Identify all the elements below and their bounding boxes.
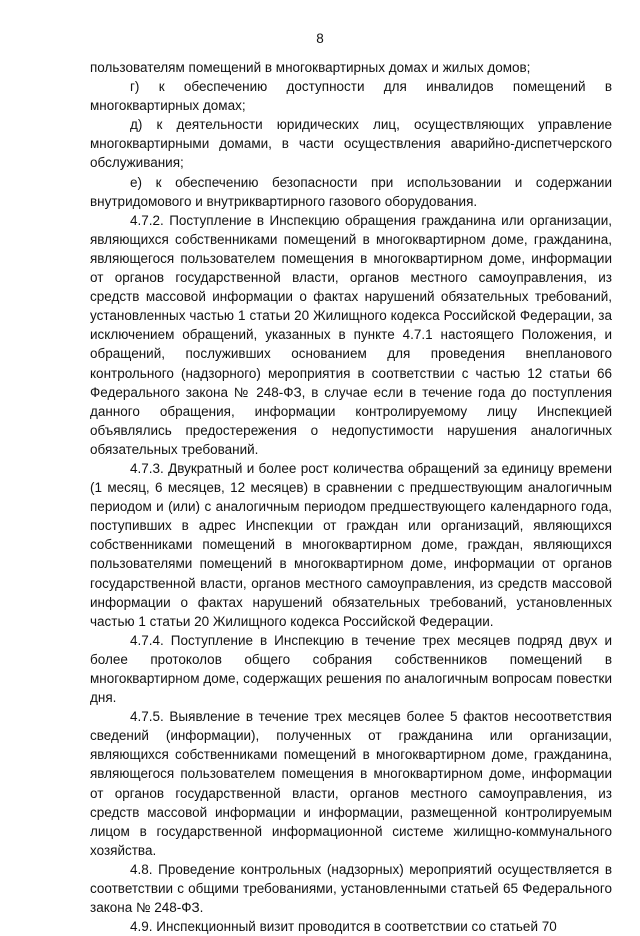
- paragraph-4-7-4: 4.7.4. Поступление в Инспекцию в течение трех месяцев подряд двух и более протоколов общего собрания собственников помещений в многоквартирном доме, содержащих решения по аналогичным вопросам повестки дня.: [90, 632, 612, 706]
- paragraph-continuation: пользователям помещений в многоквартирных домах и жилых домов;: [90, 60, 531, 75]
- paragraph-item-e: е) к обеспечению безопасности при использовании и содержании внутридомового и внутриквартирного газового оборудования.: [90, 174, 612, 209]
- paragraph-4-9: 4.9. Инспекционный визит проводится в соответствии со статьей 70: [130, 919, 557, 935]
- page-number: 8: [316, 31, 324, 46]
- document-body: [90, 58, 612, 936]
- paragraph-4-8: 4.8. Проведение контрольных (надзорных) мероприятий осуществляется в соответствии с общими требованиями, установленными статьей 65 Федерального закона № 248-ФЗ.: [90, 861, 612, 916]
- paragraph-item-d: д) к деятельности юридических лиц, осуществляющих управление многоквартирными домами, в части осуществления аварийно-диспетчерского обслуживания;: [90, 117, 612, 171]
- paragraph-item-g: г) к обеспечению доступности для инвалидов помещений в многоквартирных домах;: [90, 79, 612, 114]
- paragraph-4-7-3: 4.7.3. Двукратный и более рост количества обращений за единицу времени (1 месяц, 6 месяцев, 12 месяцев) в сравнении с предшествующим аналогичным периодом и (или) с аналогичным периодом предшествующего календарного года, поступивших в адрес Инспекции от граждан или организаций, являющихся собственниками помещений в многоквартирном доме, граждан, являющихся пользователями помещений в многоквартирном доме, информации от органов государственной власти, органов местного самоуправления, из средств массовой информации о фактах нарушений обязательных требований, установленных частью 1 статьи 20 Жилищного кодекса Российской Федерации.: [90, 460, 612, 629]
- paragraph-4-7-2: 4.7.2. Поступление в Инспекцию обращения гражданина или организации, являющихся собственниками помещений в многоквартирном доме, гражданина, являющегося пользователем помещения в многоквартирном доме, информации от органов государственной власти, органов местного самоуправления, из средств массовой информации о фактах нарушений обязательных требований, установленных частью 1 статьи 20 Жилищного кодекса Российской Федерации, за исключением обращений, указанных в пункте 4.7.1 настоящего Положения, и обращений, послуживших основанием для проведения внепланового контрольного (надзорного) мероприятия в соответствии с частью 12 статьи 66 Федерального закона № 248-ФЗ, в случае если в течение года до поступления данного обращения, информации контролируемому лицу Инспекцией объявлялись предостережения о недопустимости нарушения аналогичных обязательных требований.: [90, 212, 612, 457]
- paragraph-4-7-5: 4.7.5. Выявление в течение трех месяцев более 5 фактов несоответствия сведений (информации), полученных от гражданина или организации, являющихся собственниками помещений в многоквартирном доме, гражданина, являющегося пользователем помещения в многоквартирном доме, информации от органов государственной власти, органов местного самоуправления, из средств массовой информации и информации, размещенной контролируемым лицом в государственной информационной системе жилищно-коммунального хозяйства.: [90, 709, 612, 858]
